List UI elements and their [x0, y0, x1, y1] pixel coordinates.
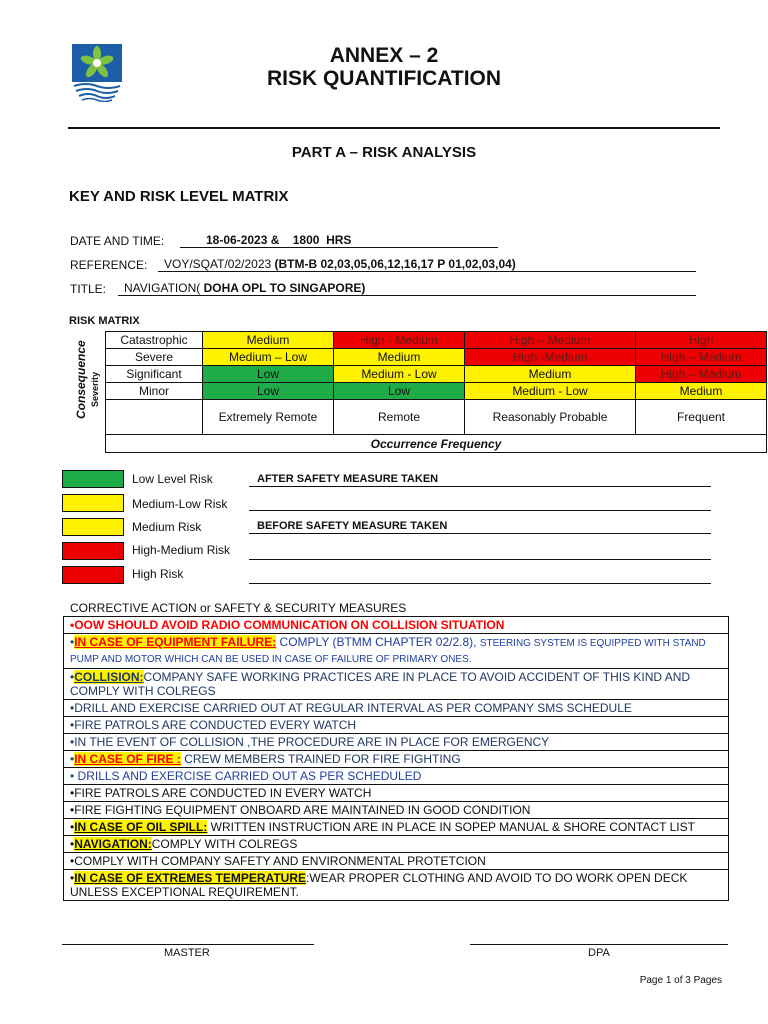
table-row — [64, 634, 729, 669]
row-label: Severe — [106, 349, 203, 366]
item-text: WRITTEN INSTRUCTION ARE IN PLACE IN SOPEP MANUAL & SHORE CONTACT LIST — [207, 820, 695, 834]
table-row — [64, 785, 729, 802]
corrective-item — [64, 819, 729, 836]
key-note: AFTER SAFETY MEASURE TAKEN — [249, 473, 711, 487]
row-label: Minor — [106, 383, 203, 400]
date-label: DATE AND TIME: — [70, 234, 165, 248]
corrective-item — [64, 634, 729, 669]
risk-matrix-table — [105, 331, 767, 453]
item-text: COMPANY SAFE WORKING PRACTICES ARE IN PLACE TO AVOID ACCIDENT OF THIS KIND AND COMPLY WITH COLREGS — [70, 670, 691, 698]
key-label: High Risk — [132, 567, 184, 581]
key-note — [249, 497, 711, 511]
table-row — [64, 700, 729, 717]
matrix-row — [106, 332, 767, 349]
table-row — [64, 819, 729, 836]
key-swatch-high — [62, 566, 124, 584]
section-heading: KEY AND RISK LEVEL MATRIX — [69, 188, 289, 205]
key-label: Medium Risk — [132, 520, 202, 534]
date-value: 18-06-2023 & 1800 HRS — [180, 233, 498, 248]
matrix-cell: Medium — [334, 349, 465, 366]
corrective-actions-table — [63, 616, 729, 901]
corrective-item — [64, 836, 729, 853]
reference-label: REFERENCE: — [70, 258, 148, 272]
table-row — [64, 870, 729, 901]
item-heading: NAVIGATION: — [74, 837, 152, 851]
matrix-cell: Medium – Low — [203, 349, 334, 366]
bullet: • — [70, 752, 75, 766]
severity-label: Severity — [90, 371, 100, 407]
occurrence-cell: Reasonably Probable — [465, 400, 636, 435]
item-heading: IN CASE OF OIL SPILL: — [74, 820, 208, 834]
table-row — [64, 717, 729, 734]
item-text-small: STEERING SYSTEM IS EQUIPPED WITH STAND PUMP AND MOTOR WHICH CAN BE USED IN CASE OF FAILURE OF PRIMARY ONES. — [70, 638, 706, 665]
key-label: Low Level Risk — [132, 472, 213, 486]
corrective-item: •OOW SHOULD AVOID RADIO COMMUNICATION ON COLLISION SITUATION — [64, 617, 729, 634]
item-heading: IN CASE OF EQUIPMENT FAILURE: — [74, 635, 277, 649]
corrective-item — [64, 870, 729, 901]
dpa-label: DPA — [588, 947, 610, 959]
row-label: Catastrophic — [106, 332, 203, 349]
key-swatch-medium-low — [62, 494, 124, 512]
title-label: TITLE: — [70, 282, 107, 296]
occurrence-cell: Frequent — [636, 400, 767, 435]
reference-value: VOY/SQAT/02/2023 — [164, 257, 272, 271]
key-label: Medium-Low Risk — [132, 497, 228, 511]
key-swatch-low — [62, 470, 124, 488]
part-heading: PART A – RISK ANALYSIS — [291, 144, 477, 161]
bullet: • — [70, 820, 75, 834]
document-title: RISK QUANTIFICATION — [266, 67, 502, 90]
table-row — [64, 853, 729, 870]
consequence-axis-label — [64, 333, 104, 421]
matrix-cell: Medium — [203, 332, 334, 349]
key-note — [249, 570, 711, 584]
matrix-cell: High — [636, 332, 767, 349]
corrective-item: •FIRE FIGHTING EQUIPMENT ONBOARD ARE MAINTAINED IN GOOD CONDITION — [64, 802, 729, 819]
bullet: • — [70, 871, 75, 885]
occurrence-cell: Extremely Remote — [203, 400, 334, 435]
corrective-item: •COMPLY WITH COMPANY SAFETY AND ENVIRONMENTAL PROTETCION — [64, 853, 729, 870]
table-row — [64, 669, 729, 700]
key-note — [249, 546, 711, 560]
table-row — [64, 617, 729, 634]
row-label: Significant — [106, 366, 203, 383]
occurrence-label-row — [106, 435, 767, 453]
matrix-cell: Medium - Low — [334, 366, 465, 383]
reference-extra: (BTM-B 02,03,05,06,12,16,17 P 01,02,03,04) — [274, 257, 516, 271]
matrix-cell: High - Medium — [334, 332, 465, 349]
matrix-cell: Medium — [465, 366, 636, 383]
item-text: CREW MEMBERS TRAINED FOR FIRE FIGHTING — [180, 752, 461, 766]
matrix-cell: Low — [203, 366, 334, 383]
table-row — [64, 768, 729, 785]
matrix-row — [106, 383, 767, 400]
page-number: Page 1 of 3 Pages — [639, 975, 722, 986]
header-divider — [68, 127, 720, 129]
corrective-item: • DRILLS AND EXERCISE CARRIED OUT AS PER SCHEDULED — [64, 768, 729, 785]
risk-matrix-heading: RISK MATRIX — [69, 315, 140, 327]
matrix-cell: Low — [203, 383, 334, 400]
bullet: • — [70, 837, 75, 851]
occurrence-cell: Remote — [334, 400, 465, 435]
master-label: MASTER — [164, 947, 210, 959]
bullet: • — [70, 635, 75, 649]
occurrence-axis-label: Occurrence Frequency — [106, 435, 767, 453]
corrective-item — [64, 669, 729, 700]
matrix-cell: High -Medium — [465, 349, 636, 366]
matrix-row — [106, 366, 767, 383]
key-swatch-high-medium — [62, 542, 124, 560]
item-heading: IN CASE OF EXTREMES TEMPERATURE — [74, 871, 306, 885]
key-swatch-medium — [62, 518, 124, 536]
table-row — [64, 734, 729, 751]
item-text: COMPLY (BTMM CHAPTER 02/2.8), — [276, 635, 480, 649]
matrix-cell: Low — [334, 383, 465, 400]
item-text: :WEAR PROPER CLOTHING AND AVOID TO DO WORK OPEN DECK UNLESS EXCEPTIONAL REQUIREMENT. — [70, 871, 688, 899]
matrix-cell: Medium — [636, 383, 767, 400]
corrective-item — [64, 751, 729, 768]
dpa-signature-line — [470, 944, 728, 945]
corrective-heading: CORRECTIVE ACTION or SAFETY & SECURITY MEASURES — [70, 601, 407, 615]
annex-title: ANNEX – 2 — [329, 44, 439, 67]
matrix-cell: High – Medium — [636, 349, 767, 366]
table-row — [64, 751, 729, 768]
title-value-a: NAVIGATION( — [124, 281, 201, 295]
occurrence-row — [106, 400, 767, 435]
key-note: BEFORE SAFETY MEASURE TAKEN — [249, 520, 711, 534]
reference-field — [158, 257, 696, 272]
consequence-label: Consequence — [74, 340, 88, 419]
corrective-item: •FIRE PATROLS ARE CONDUCTED IN EVERY WATCH — [64, 785, 729, 802]
item-text: COMPLY WITH COLREGS — [151, 837, 298, 851]
corrective-item: •DRILL AND EXERCISE CARRIED OUT AT REGULAR INTERVAL AS PER COMPANY SMS SCHEDULE — [64, 700, 729, 717]
matrix-cell: High – Medium — [636, 366, 767, 383]
title-value-b: DOHA OPL TO SINGAPORE) — [203, 281, 366, 295]
bullet: • — [70, 670, 75, 684]
empty-cell — [106, 400, 203, 435]
item-heading: COLLISION: — [74, 670, 144, 684]
table-row — [64, 836, 729, 853]
title-field — [118, 281, 696, 296]
item-heading: IN CASE OF FIRE : — [74, 752, 181, 766]
matrix-cell: High – Medium — [465, 332, 636, 349]
matrix-cell: Medium - Low — [465, 383, 636, 400]
master-signature-line — [62, 944, 314, 945]
corrective-item: •IN THE EVENT OF COLLISION ,THE PROCEDURE ARE IN PLACE FOR EMERGENCY — [64, 734, 729, 751]
corrective-item: •FIRE PATROLS ARE CONDUCTED EVERY WATCH — [64, 717, 729, 734]
table-row — [64, 802, 729, 819]
key-label: High-Medium Risk — [132, 543, 231, 557]
matrix-row — [106, 349, 767, 366]
